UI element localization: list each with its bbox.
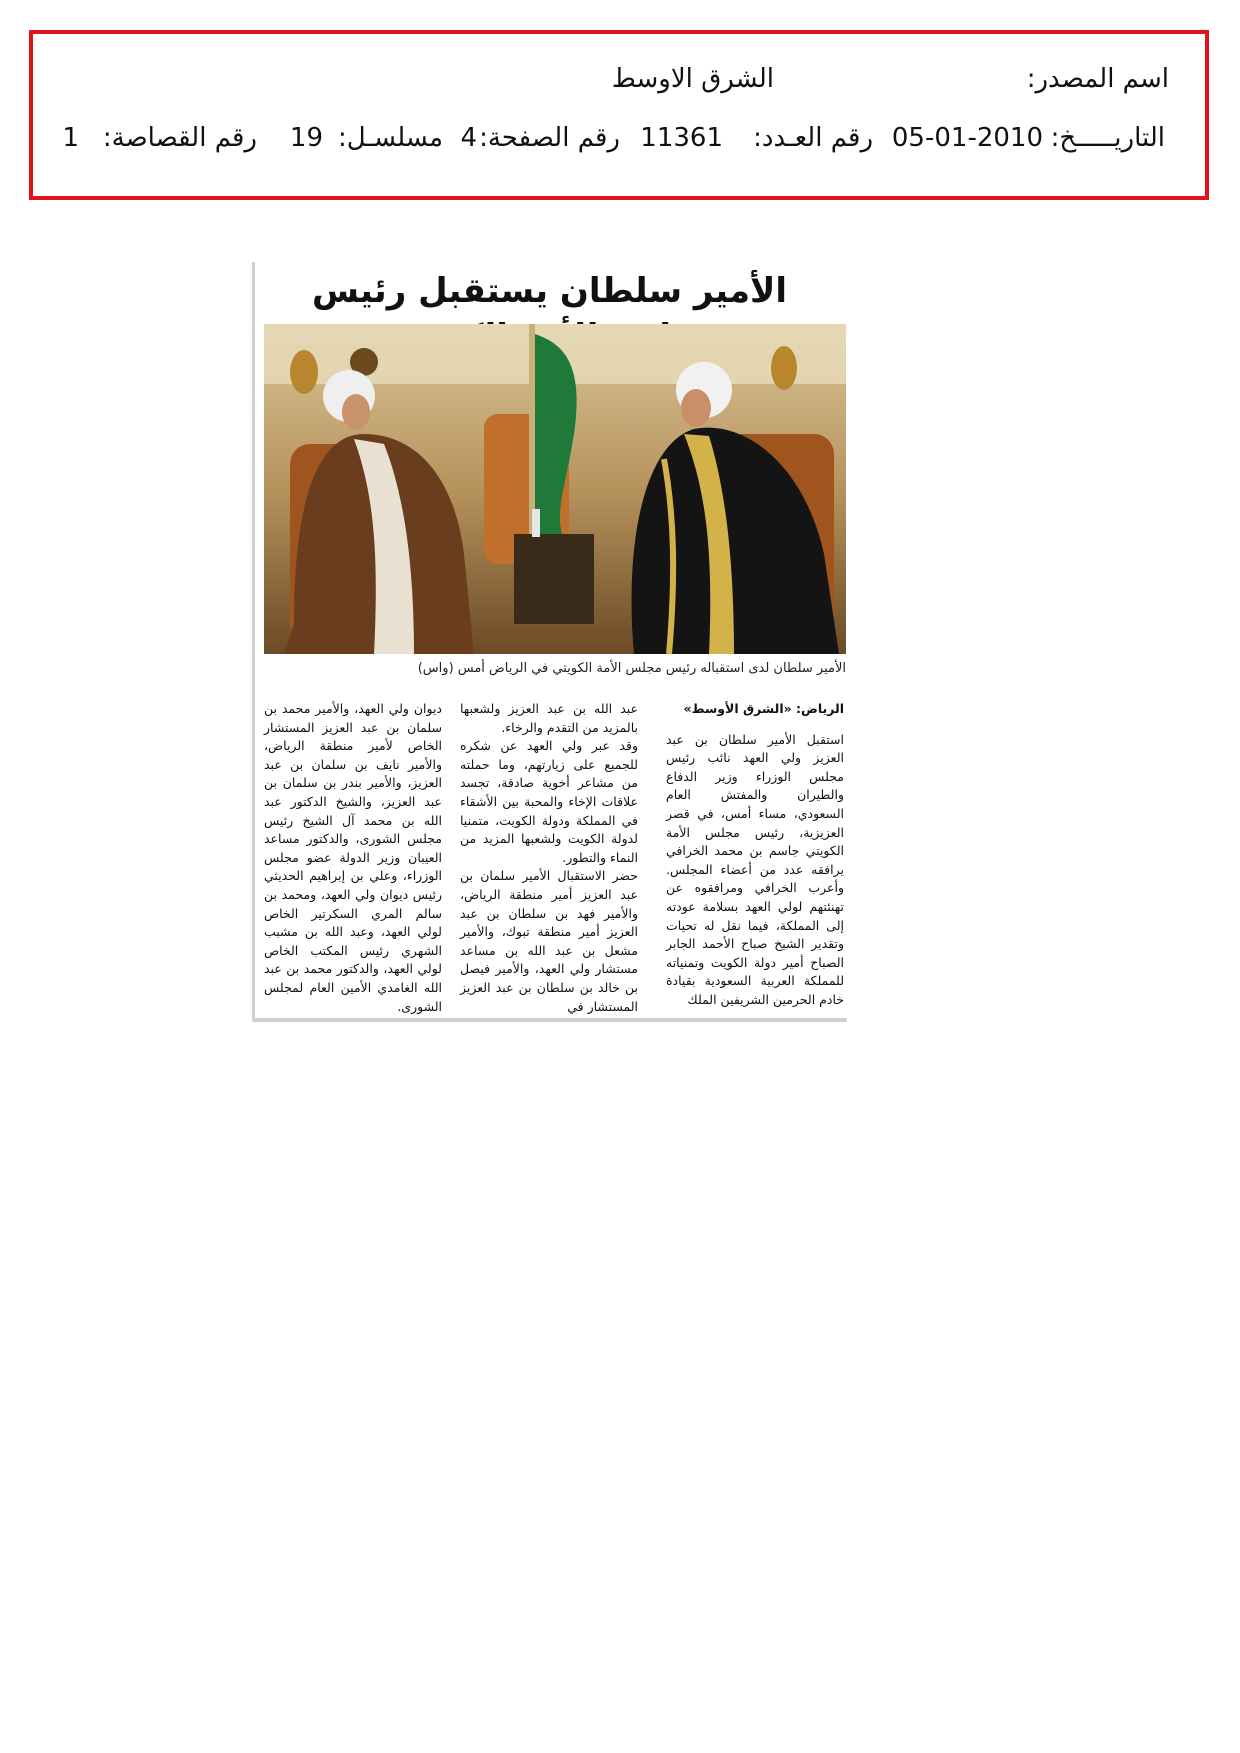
clip-number-value: 1 — [62, 123, 79, 153]
issue-label: رقم العـدد: — [753, 123, 873, 153]
clipping-bottom-edge — [252, 1018, 847, 1022]
column-3-text: ديوان ولي العهد، والأمير محمد بن سلمان بن عبد العزيز المستشار الخاص لأمير منطقة الرياض، والأمير نايف بن سلمان بن عبد العزيز، والأمير بندر بن سلمان بن عبد العزيز، والشيخ الدكتور عبد الله بن محمد آل الشيخ رئيس مجلس الشورى، والدكتور مساعد العيبان وزير الدولة عضو مجلس الوزراء، وعلي بن إبراهيم الحديثي رئيس ديوان ولي العهد، ومحمد بن سالم المري السكرتير الخاص لولي العهد، وعبد الله بن مشبب الشهري رئيس المكتب الخاص لولي العهد، والدكتور محمد بن عبد الله الغامدي الأمين العام لمجلس الشورى. — [264, 701, 442, 1014]
column-2-paragraph-3: حضر الاستقبال الأمير سلمان بن عبد العزيز أمير منطقة الرياض، والأمير فهد بن سلطان بن عبد العزيز أمير منطقة تبوك، والأمير مشعل بن عبد الله بن مساعد مستشار ولي العهد، والأمير فيصل بن خالد بن سلطان بن عبد العزيز المستشار في — [460, 868, 638, 1014]
newspaper-clipping — [252, 262, 847, 1022]
article-column-2 — [460, 700, 638, 1016]
clip-number-label: رقم القصاصة: — [102, 123, 257, 153]
date-label: التاريـــــخ: — [1050, 123, 1165, 153]
article-column-3 — [264, 700, 442, 1016]
article-column-1 — [666, 700, 844, 1010]
article-photo — [264, 324, 846, 654]
photo-caption: الأمير سلطان لدى استقباله رئيس مجلس الأمة الكويتي في الرياض أمس (واس) — [417, 661, 846, 676]
source-value: الشرق الاوسط — [611, 64, 774, 94]
page-label: رقم الصفحة: — [479, 123, 620, 153]
clipping-left-edge — [252, 262, 255, 1022]
column-2-paragraph-2: وقد عبر ولي العهد عن شكره للجميع على زيارتهم، وما حملته من مشاعر أخوية صادقة، تجسد علاقات الإخاء والمحبة بين الأشقاء في المملكة ودولة الكويت، متمنيا لدولة الكويت ولشعبها المزيد من النماء والتطور. — [460, 738, 638, 865]
photo-illustration — [264, 324, 846, 654]
date-value: 05-01-2010 — [891, 123, 1043, 153]
clipping-info-box — [29, 30, 1209, 200]
column-1-text: استقبل الأمير سلطان بن عبد العزيز ولي العهد نائب رئيس مجلس الوزراء وزير الدفاع والطيران والمفتش العام السعودي، مساء أمس، في قصر العزيزية، رئيس مجلس الأمة الكويتي جاسم بن محمد الخرافي يرافقه عدد من أعضاء المجلس. وأعرب الخرافي ومرافقوه عن تهنئتهم لولي العهد بسلامة عودته إلى المملكة، فيما نقل له تحيات وتقدير الشيخ صباح الأحمد الجابر الصباح أمير دولة الكويت وتمنياته للمملكة العربية السعودية بقيادة خادم الحرمين الشريفين الملك — [666, 731, 844, 1007]
issue-value: 11361 — [640, 123, 723, 153]
column-2-paragraph-1: عبد الله بن عبد العزيز ولشعبها بالمزيد من التقدم والرخاء. — [460, 701, 638, 735]
page-value: 4 — [460, 123, 477, 153]
source-label: اسم المصدر: — [1026, 64, 1169, 94]
article-dateline: الرياض: «الشرق الأوسط» — [683, 701, 844, 716]
serial-value: 19 — [289, 123, 323, 153]
serial-label: مسلسـل: — [338, 123, 443, 153]
article-headline: الأمير سلطان يستقبل رئيس — [311, 271, 787, 311]
